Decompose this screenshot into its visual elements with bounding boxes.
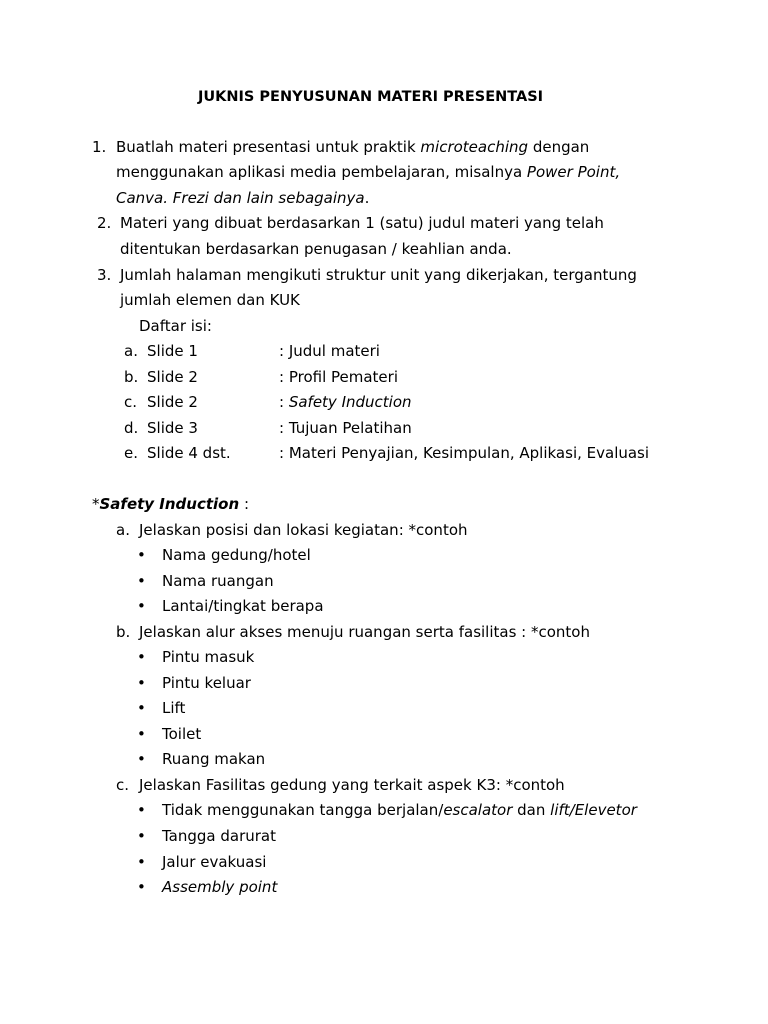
toc-letter: a. [124,342,138,360]
bullet-icon: • [137,699,146,717]
document-title: JUKNIS PENYUSUNAN MATERI PRESENTASI [198,89,544,105]
item-1-line-2: menggunakan aplikasi media pembelajaran, misalnya Power Point, [116,163,621,181]
toc-label: Daftar isi: [139,317,212,335]
item-1-line-1: Buatlah materi presentasi untuk praktik microteaching dengan [116,138,590,156]
list-item: Tangga darurat [162,827,277,845]
toc-desc: : Profil Pemateri [279,368,398,386]
section-letter: c. [116,776,130,794]
safety-heading: *Safety Induction : [92,495,249,513]
toc-letter: b. [124,368,139,386]
toc-desc: : Tujuan Pelatihan [279,419,412,437]
toc-slide: Slide 2 [147,368,198,386]
bullet-icon: • [137,572,146,590]
section-letter: b. [116,623,131,641]
list-number: 1. [92,138,107,156]
section-text: Jelaskan Fasilitas gedung yang terkait aspek K3: *contoh [139,776,565,794]
section-letter: a. [116,521,130,539]
list-item: Tidak menggunakan tangga berjalan/escalator dan lift/Elevetor [162,801,637,819]
section-text: Jelaskan posisi dan lokasi kegiatan: *contoh [139,521,468,539]
toc-slide: Slide 4 dst. [147,444,231,462]
item-2-line-2: ditentukan berdasarkan penugasan / keahlian anda. [120,240,512,258]
toc-slide: Slide 1 [147,342,198,360]
toc-desc: : Safety Induction [279,393,412,411]
toc-letter: e. [124,444,138,462]
item-1-line-3: Canva. Frezi dan lain sebagainya. [116,189,370,207]
bullet-icon: • [137,878,146,896]
toc-slide: Slide 3 [147,419,198,437]
list-number: 2. [97,214,112,232]
bullet-icon: • [137,827,146,845]
list-item: Lantai/tingkat berapa [162,597,324,615]
list-item: Lift [162,699,186,717]
list-item: Assembly point [162,878,278,896]
list-item: Nama ruangan [162,572,274,590]
bullet-icon: • [137,546,146,564]
list-item: Pintu masuk [162,648,255,666]
item-3-line-2: jumlah elemen dan KUK [120,291,300,309]
bullet-icon: • [137,725,146,743]
bullet-icon: • [137,597,146,615]
bullet-icon: • [137,801,146,819]
bullet-icon: • [137,674,146,692]
list-item: Jalur evakuasi [162,853,267,871]
bullet-icon: • [137,853,146,871]
item-2-line-1: Materi yang dibuat berdasarkan 1 (satu) judul materi yang telah [120,214,604,232]
list-item: Nama gedung/hotel [162,546,311,564]
list-item: Toilet [162,725,202,743]
toc-desc: : Judul materi [279,342,380,360]
toc-letter: d. [124,419,139,437]
section-text: Jelaskan alur akses menuju ruangan serta fasilitas : *contoh [139,623,590,641]
list-item: Ruang makan [162,750,266,768]
list-item: Pintu keluar [162,674,251,692]
bullet-icon: • [137,648,146,666]
item-3-line-1: Jumlah halaman mengikuti struktur unit yang dikerjakan, tergantung [120,266,637,284]
bullet-icon: • [137,750,146,768]
toc-letter: c. [124,393,138,411]
toc-desc: : Materi Penyajian, Kesimpulan, Aplikasi, Evaluasi [279,444,650,462]
list-number: 3. [97,266,112,284]
toc-slide: Slide 2 [147,393,198,411]
